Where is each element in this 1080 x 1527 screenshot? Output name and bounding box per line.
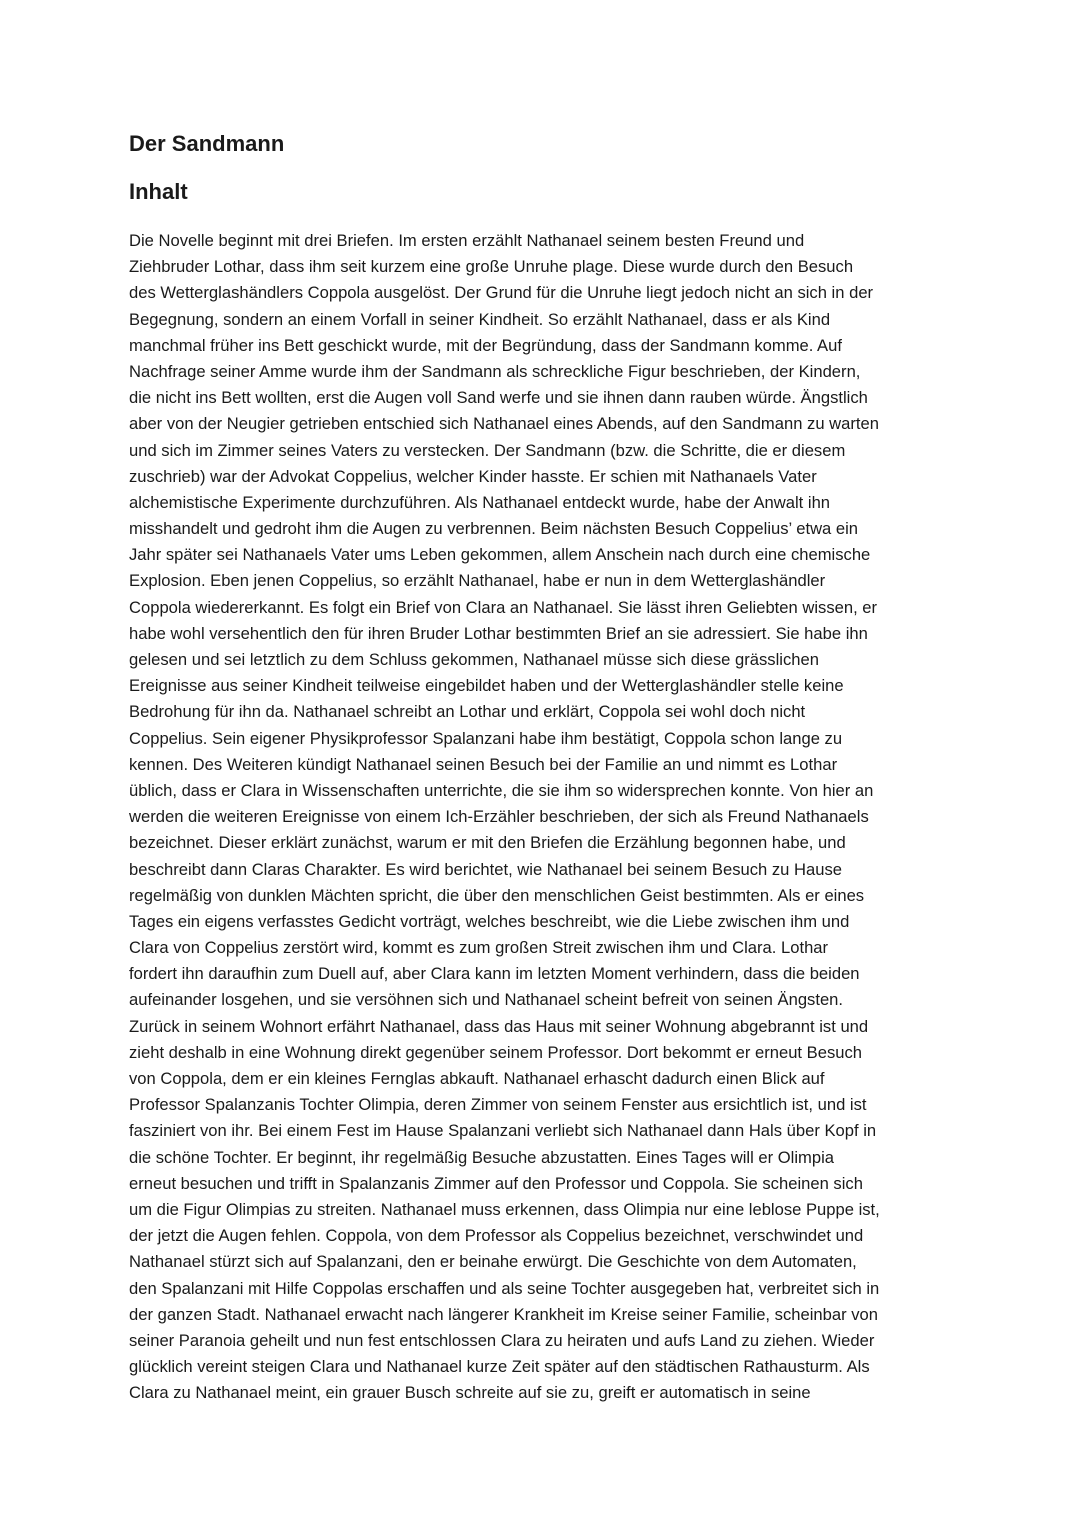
text-line: alchemistische Experimente durchzuführen. Als Nathanael entdeckt wurde, habe der Anwalt ihn	[129, 492, 831, 512]
text-line: fordert ihn daraufhin zum Duell auf, aber Clara kann im letzten Moment verhindern, dass die beiden	[129, 964, 860, 984]
text-line: habe wohl versehentlich den für ihren Bruder Lothar bestimmten Brief an sie adressiert. Sie habe ihn	[129, 623, 868, 643]
text-line: die schöne Tochter. Er beginnt, ihr regelmäßig Besuche abzustatten. Eines Tages will er Olimpia	[129, 1147, 834, 1167]
text-line: regelmäßig von dunklen Mächten spricht, die über den menschlichen Geist bestimmten. Als er eines	[129, 885, 865, 905]
text-line: aufeinander losgehen, und sie versöhnen sich und Nathanael scheint befreit von seinen Ängsten.	[129, 990, 844, 1010]
text-line: zieht deshalb in eine Wohnung direkt gegenüber seinem Professor. Dort bekommt er erneut Besuch	[129, 1042, 863, 1062]
text-line: manchmal früher ins Bett geschickt wurde, mit der Begründung, dass der Sandmann komme. Auf	[129, 335, 842, 355]
text-line: Nachfrage seiner Amme wurde ihm der Sandmann als schreckliche Figur beschrieben, der Kindern,	[129, 361, 861, 381]
text-line: Nathanael stürzt sich auf Spalanzani, den er beinahe erwürgt. Die Geschichte von dem Automaten,	[129, 1252, 857, 1272]
text-line: Die Novelle beginnt mit drei Briefen. Im ersten erzählt Nathanael seinem besten Freund und	[129, 231, 805, 250]
text-line: gelesen und sei letztlich zu dem Schluss gekommen, Nathanael müsse sich diese grässlichen	[129, 650, 819, 669]
text-line: den Spalanzani mit Hilfe Coppolas erschaffen und als seine Tochter ausgegeben hat, verbreitet sich in	[129, 1278, 880, 1298]
text-line: werden die weiteren Ereignisse von einem Ich-Erzähler beschrieben, der sich als Freund Nathanaels	[129, 807, 869, 827]
section-heading: Inhalt	[129, 179, 188, 204]
text-line: misshandelt und gedroht ihm die Augen zu verbrennen. Beim nächsten Besuch Coppelius’ etwa ein	[129, 519, 859, 539]
text-line: Clara zu Nathanael meint, ein grauer Busch schreite auf sie zu, greift er automatisch in seine	[129, 1383, 811, 1403]
text-line: der ganzen Stadt. Nathanael erwacht nach längerer Krankheit im Kreise seiner Familie, scheinbar von	[129, 1304, 878, 1324]
text-line: bezeichnet. Dieser erklärt zunächst, warum er mit den Briefen die Erzählung begonnen habe, und	[129, 833, 846, 853]
text-line: Ereignisse aus seiner Kindheit teilweise eingebildet haben und der Wetterglashändler stelle keine	[129, 676, 844, 696]
text-line: Bedrohung für ihn da. Nathanael schreibt an Lothar und erklärt, Coppola sei wohl doch nicht	[129, 702, 806, 722]
text-line: seiner Paranoia geheilt und nun fest entschlossen Clara zu heiraten und aufs Land zu ziehen. Wieder	[129, 1330, 875, 1350]
text-line: Clara von Coppelius zerstört wird, kommt es zum großen Streit zwischen ihm und Clara. Lothar	[129, 938, 829, 958]
text-line: des Wetterglashändlers Coppola ausgelöst. Der Grund für die Unruhe liegt jedoch nicht an sich in der	[129, 283, 874, 303]
text-line: der jetzt die Augen fehlen. Coppola, von dem Professor als Coppelius bezeichnet, verschwindet und	[129, 1226, 864, 1246]
text-line: Begegnung, sondern an einem Vorfall in seiner Kindheit. So erzählt Nathanael, dass er als Kind	[129, 309, 831, 329]
text-line: Professor Spalanzanis Tochter Olimpia, deren Zimmer von seinem Fenster aus ersichtlich ist, und ist	[129, 1095, 867, 1115]
text-line: die nicht ins Bett wollten, erst die Augen voll Sand werfe und sie ihnen dann rauben würde. Ängstlich	[129, 388, 868, 408]
text-line: Zurück in seinem Wohnort erfährt Nathanael, dass das Haus mit seiner Wohnung abgebrannt ist und	[129, 1016, 869, 1036]
text-line: zuschrieb) war der Advokat Coppelius, welcher Kinder hasste. Er schien mit Nathanaels Vater	[129, 466, 817, 486]
text-line: aber von der Neugier getrieben entschied sich Nathanael eines Abends, auf den Sandmann zu warten	[129, 414, 879, 434]
text-line: kennen. Des Weiteren kündigt Nathanael seinen Besuch bei der Familie an und nimmt es Lothar	[129, 754, 838, 774]
text-line: und sich im Zimmer seines Vaters zu verstecken. Der Sandmann (bzw. die Schritte, die er diesem	[129, 440, 846, 460]
text-line: Tages ein eigens verfasstes Gedicht vorträgt, welches beschreibt, wie die Liebe zwischen ihm und	[129, 911, 850, 931]
text-line: um die Figur Olimpias zu streiten. Nathanael muss erkennen, dass Olimpia nur eine leblose Puppe ist,	[129, 1199, 880, 1219]
document-title: Der Sandmann	[129, 131, 285, 156]
document-page	[129, 126, 957, 1406]
text-line: üblich, dass er Clara in Wissenschaften unterrichte, die sie ihm so widersprechen konnte. Von hier an	[129, 780, 874, 800]
text-line: beschreibt dann Claras Charakter. Es wird berichtet, wie Nathanael bei seinem Besuch zu Hause	[129, 859, 842, 879]
text-line: Jahr später sei Nathanaels Vater ums Leben gekommen, allem Anschein nach durch eine chemische	[129, 545, 871, 565]
text-line: Coppola wiedererkannt. Es folgt ein Brief von Clara an Nathanael. Sie lässt ihren Geliebten wissen, er	[129, 597, 878, 617]
text-line: Coppelius. Sein eigener Physikprofessor Spalanzani habe ihm bestätigt, Coppola schon lange zu	[129, 728, 843, 748]
text-line: erneut besuchen und trifft in Spalanzanis Zimmer auf den Professor und Coppola. Sie scheinen sich	[129, 1173, 863, 1193]
text-line: von Coppola, dem er ein kleines Fernglas abkauft. Nathanael erhascht dadurch einen Blick auf	[129, 1069, 825, 1088]
text-line: Ziehbruder Lothar, dass ihm seit kurzem eine große Unruhe plage. Diese wurde durch den Besuch	[129, 257, 854, 277]
text-line: Explosion. Eben jenen Coppelius, so erzählt Nathanael, habe er nun in dem Wetterglashändler	[129, 571, 826, 591]
text-line: glücklich vereint steigen Clara und Nathanael kurze Zeit später auf den städtischen Rathausturm. Als	[129, 1357, 870, 1377]
body-paragraph	[129, 228, 957, 1406]
text-line: fasziniert von ihr. Bei einem Fest im Hause Spalanzani verliebt sich Nathanael dann Hals über Kopf in	[129, 1121, 877, 1141]
